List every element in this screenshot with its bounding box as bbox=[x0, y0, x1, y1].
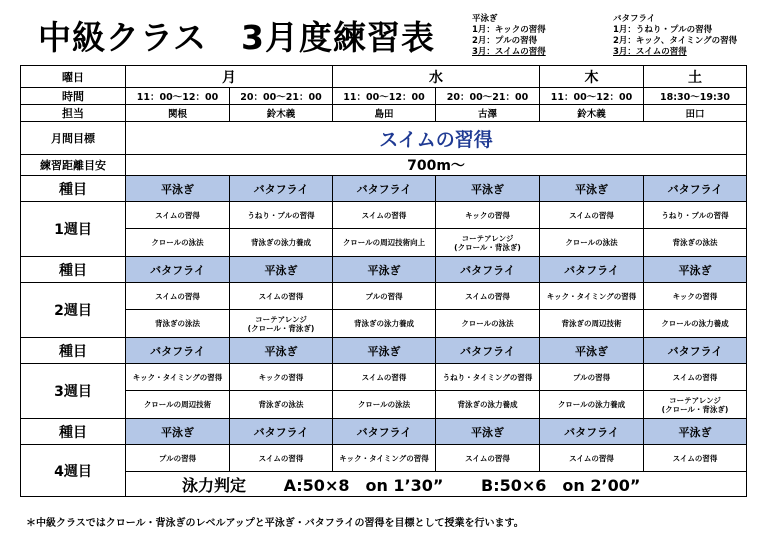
drill-cell: スイムの習得 bbox=[644, 445, 747, 472]
content-row bbox=[21, 391, 747, 419]
legend-line: 1月：うねり・プルの習得 bbox=[613, 25, 713, 35]
stroke-cell: バタフライ bbox=[540, 419, 644, 445]
stroke-cell: バタフライ bbox=[540, 257, 644, 283]
goal-row bbox=[21, 122, 747, 155]
stroke-cell: バタフライ bbox=[333, 176, 436, 202]
drill-cell: クロールの泳法 bbox=[333, 391, 436, 419]
content-row bbox=[21, 445, 747, 472]
time-label: 時間 bbox=[21, 88, 126, 105]
stroke-cell: 平泳ぎ bbox=[644, 419, 747, 445]
week-label: 2週目 bbox=[21, 283, 126, 338]
day-wednesday: 水 bbox=[333, 66, 540, 88]
drill-cell: クロールの周辺技術 bbox=[126, 391, 230, 419]
day-label: 曜日 bbox=[21, 66, 126, 88]
coach-cell: 島田 bbox=[333, 105, 436, 122]
drill-cell: クロールの周辺技術向上 bbox=[333, 229, 436, 257]
page-title: 中級クラス 3月度練習表 bbox=[38, 18, 435, 57]
test-label: 泳力判定 bbox=[182, 475, 247, 495]
day-monday: 月 bbox=[126, 66, 333, 88]
drill-cell: 背泳ぎの泳法 bbox=[126, 310, 230, 338]
drill-cell: 背泳ぎの泳法 bbox=[230, 391, 333, 419]
stroke-row bbox=[21, 338, 747, 364]
drill-cell: プルの習得 bbox=[333, 283, 436, 310]
test-b: B:50×6 on 2’00” bbox=[481, 475, 641, 495]
time-cell: 11：00～12：00 bbox=[126, 88, 230, 105]
day-row bbox=[21, 66, 747, 88]
coach-cell: 鈴木義 bbox=[230, 105, 333, 122]
drill-cell: キック・タイミングの習得 bbox=[126, 364, 230, 391]
coach-label: 担当 bbox=[21, 105, 126, 122]
legend-line: 1月：キックの習得 bbox=[472, 25, 546, 35]
content-row bbox=[21, 229, 747, 257]
test-a: A:50×8 on 1’30” bbox=[283, 475, 444, 495]
content-row bbox=[21, 202, 747, 229]
legend-line: 2月：キック、タイミングの習得 bbox=[613, 36, 738, 46]
stroke-cell: 平泳ぎ bbox=[126, 176, 230, 202]
stroke-cell: 平泳ぎ bbox=[126, 419, 230, 445]
stroke-cell: バタフライ bbox=[333, 419, 436, 445]
content-row bbox=[21, 364, 747, 391]
stroke-cell: 平泳ぎ bbox=[436, 419, 540, 445]
drill-cell: キック・タイミングの習得 bbox=[540, 283, 644, 310]
stroke-label: 種目 bbox=[21, 176, 126, 202]
coach-cell: 古澤 bbox=[436, 105, 540, 122]
drill-cell: 背泳ぎの泳力養成 bbox=[230, 229, 333, 257]
drill-cell: うねり・タイミングの習得 bbox=[436, 364, 540, 391]
coach-cell: 鈴木義 bbox=[540, 105, 644, 122]
drill-cell: スイムの習得 bbox=[540, 445, 644, 472]
goal-label: 月間目標 bbox=[21, 122, 126, 155]
content-row bbox=[21, 310, 747, 338]
time-cell: 20：00～21：00 bbox=[230, 88, 333, 105]
stroke-row bbox=[21, 176, 747, 202]
drill-cell: スイムの習得 bbox=[126, 283, 230, 310]
stroke-cell: バタフライ bbox=[126, 338, 230, 364]
drill-cell: プルの習得 bbox=[540, 364, 644, 391]
legend-line: 3月：スイムの習得 bbox=[472, 47, 546, 57]
legend-breaststroke bbox=[472, 14, 546, 58]
week-label: 1週目 bbox=[21, 202, 126, 257]
coach-cell: 関根 bbox=[126, 105, 230, 122]
stroke-row bbox=[21, 257, 747, 283]
swim-test bbox=[126, 472, 747, 497]
time-cell: 11：00～12：00 bbox=[333, 88, 436, 105]
legend-heading: バタフライ bbox=[613, 14, 656, 24]
stroke-cell: バタフライ bbox=[644, 338, 747, 364]
stroke-cell: バタフライ bbox=[644, 176, 747, 202]
drill-cell: キック・タイミングの習得 bbox=[333, 445, 436, 472]
drill-cell: クロールの泳力養成 bbox=[644, 310, 747, 338]
drill-cell: 背泳ぎの泳法 bbox=[644, 229, 747, 257]
drill-cell: スイムの習得 bbox=[230, 445, 333, 472]
schedule-table bbox=[20, 65, 747, 497]
stroke-label: 種目 bbox=[21, 419, 126, 445]
stroke-cell: 平泳ぎ bbox=[230, 257, 333, 283]
monthly-goal: スイムの習得 bbox=[126, 122, 747, 155]
coach-row bbox=[21, 105, 747, 122]
stroke-cell: 平泳ぎ bbox=[436, 176, 540, 202]
drill-cell: スイムの習得 bbox=[436, 283, 540, 310]
stroke-cell: 平泳ぎ bbox=[540, 338, 644, 364]
drill-cell: スイムの習得 bbox=[540, 202, 644, 229]
drill-cell: うねり・プルの習得 bbox=[230, 202, 333, 229]
stroke-cell: 平泳ぎ bbox=[333, 338, 436, 364]
legend-butterfly bbox=[613, 14, 737, 58]
legend-heading: 平泳ぎ bbox=[472, 14, 498, 24]
drill-cell: クロールの泳法 bbox=[126, 229, 230, 257]
time-cell: 18:30～19:30 bbox=[644, 88, 747, 105]
drill-cell: スイムの習得 bbox=[126, 202, 230, 229]
test-row bbox=[21, 472, 747, 497]
stroke-label: 種目 bbox=[21, 257, 126, 283]
distance-row bbox=[21, 155, 747, 176]
drill-cell: コーテアレンジ (クロール・背泳ぎ) bbox=[644, 391, 747, 419]
distance-label: 練習距離目安 bbox=[21, 155, 126, 176]
stroke-cell: バタフライ bbox=[126, 257, 230, 283]
stroke-cell: 平泳ぎ bbox=[644, 257, 747, 283]
drill-cell: スイムの習得 bbox=[230, 283, 333, 310]
coach-cell: 田口 bbox=[644, 105, 747, 122]
drill-cell: プルの習得 bbox=[126, 445, 230, 472]
week-label: 4週目 bbox=[21, 445, 126, 497]
time-cell: 20：00～21：00 bbox=[436, 88, 540, 105]
day-saturday: 土 bbox=[644, 66, 747, 88]
drill-cell: キックの習得 bbox=[230, 364, 333, 391]
drill-cell: うねり・プルの習得 bbox=[644, 202, 747, 229]
drill-cell: コーテアレンジ (クロール・背泳ぎ) bbox=[436, 229, 540, 257]
stroke-row bbox=[21, 419, 747, 445]
stroke-cell: 平泳ぎ bbox=[333, 257, 436, 283]
drill-cell: スイムの習得 bbox=[333, 202, 436, 229]
stroke-label: 種目 bbox=[21, 338, 126, 364]
stroke-cell: バタフライ bbox=[230, 176, 333, 202]
drill-cell: コーテアレンジ (クロール・背泳ぎ) bbox=[230, 310, 333, 338]
stroke-cell: バタフライ bbox=[436, 257, 540, 283]
drill-cell: 背泳ぎの泳力養成 bbox=[436, 391, 540, 419]
legend-line: 3月：スイムの習得 bbox=[613, 47, 687, 57]
drill-cell: 背泳ぎの周辺技術 bbox=[540, 310, 644, 338]
stroke-cell: 平泳ぎ bbox=[540, 176, 644, 202]
time-cell: 11：00～12：00 bbox=[540, 88, 644, 105]
time-row bbox=[21, 88, 747, 105]
drill-cell: クロールの泳法 bbox=[436, 310, 540, 338]
week-label: 3週目 bbox=[21, 364, 126, 419]
drill-cell: クロールの泳力養成 bbox=[540, 391, 644, 419]
drill-cell: スイムの習得 bbox=[333, 364, 436, 391]
stroke-cell: 平泳ぎ bbox=[230, 338, 333, 364]
drill-cell: スイムの習得 bbox=[436, 445, 540, 472]
footnote: ＊中級クラスではクロール・背泳ぎのレベルアップと平泳ぎ・バタフライの習得を目標として授業を行います。 bbox=[26, 518, 524, 529]
stroke-cell: バタフライ bbox=[230, 419, 333, 445]
drill-cell: キックの習得 bbox=[644, 283, 747, 310]
content-row bbox=[21, 283, 747, 310]
drill-cell: 背泳ぎの泳力養成 bbox=[333, 310, 436, 338]
drill-cell: キックの習得 bbox=[436, 202, 540, 229]
legend-line: 2月：プルの習得 bbox=[472, 36, 538, 46]
day-thursday: 木 bbox=[540, 66, 644, 88]
distance-value: 700m～ bbox=[126, 155, 747, 176]
drill-cell: スイムの習得 bbox=[644, 364, 747, 391]
stroke-cell: バタフライ bbox=[436, 338, 540, 364]
drill-cell: クロールの泳法 bbox=[540, 229, 644, 257]
